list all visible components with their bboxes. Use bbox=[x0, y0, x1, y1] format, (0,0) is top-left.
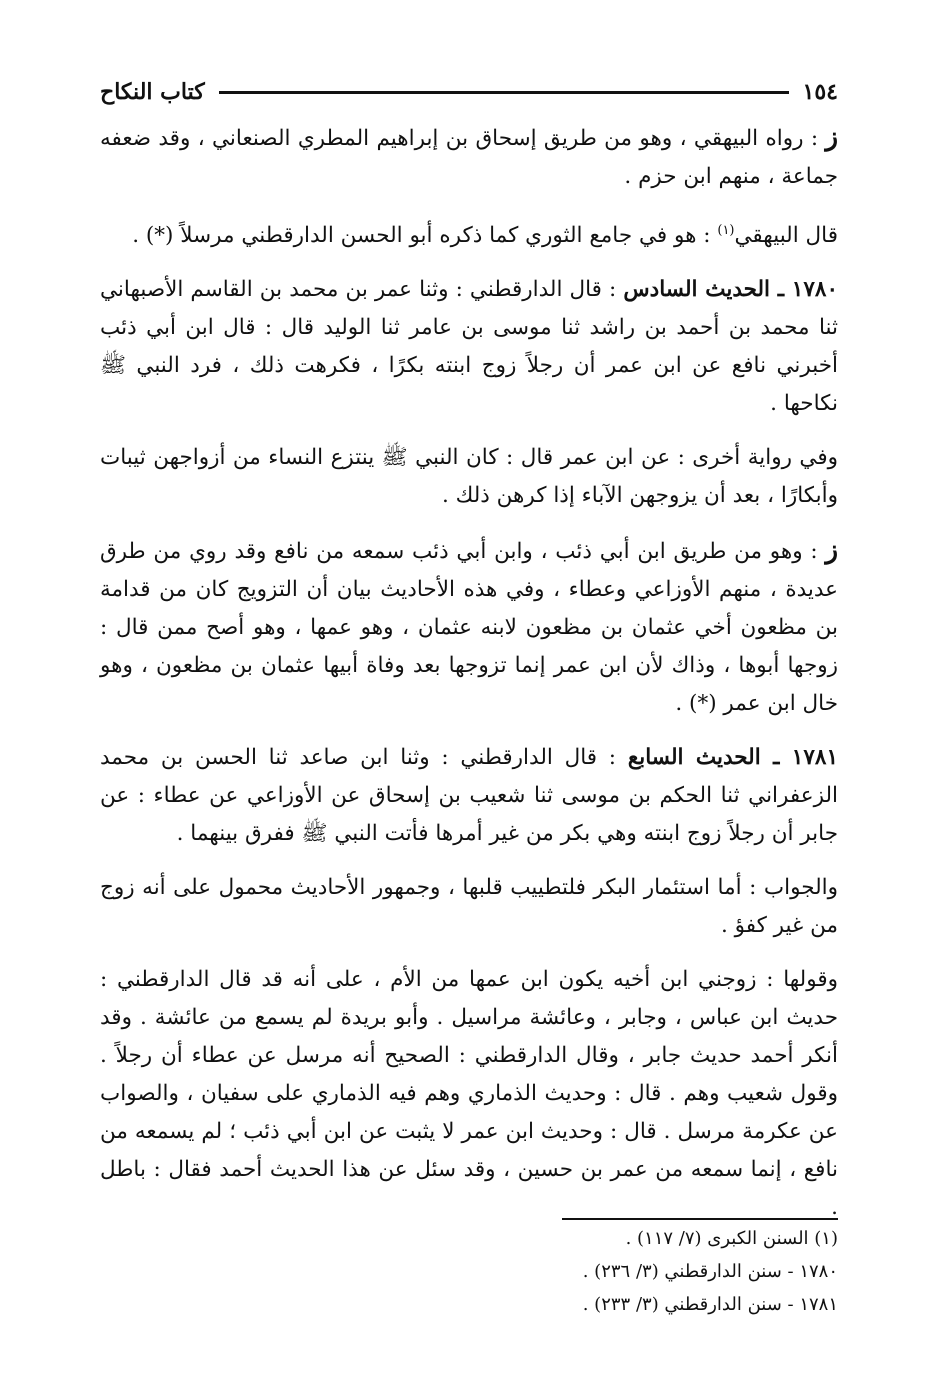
paragraph-discussion bbox=[100, 961, 838, 1227]
paragraph-text: : رواه البيهقي ، وهو من طريق إسحاق بن إبراهيم المطري الصنعاني ، وقد ضعفه جماعة ، منهم ابن حزم . bbox=[100, 126, 838, 189]
commentary-marker: ز bbox=[825, 535, 838, 566]
commentary-marker: ز bbox=[825, 122, 839, 152]
footnote-1780: ١٧٨٠ - سنن الدارقطني (٣/ ٢٣٦) . bbox=[582, 1261, 838, 1282]
book-title: كتاب النكاح bbox=[100, 79, 205, 105]
footnote-1: (١) السنن الكبرى (٧/ ١١٧) . bbox=[625, 1228, 838, 1249]
paragraph-text: : قال الدارقطني : وثنا عمر بن محمد بن القاسم الأصبهاني ثنا محمد بن أحمد بن راشد ثنا موسى بن عامر ثنا الوليد قال : قال ابن أبي ذئب أخبرني نافع عن ابن عمر أن رجلاً زوج ابنته بكرًا ، فكرهت ذلك ، فرد النبي ﷺ نكاحها . bbox=[100, 277, 838, 417]
paragraph-text: وقولها : زوجني ابن أخيه يكون ابن عمها من الأم ، على أنه قد قال الدارقطني : حديث ابن عباس ، وجابر ، وعائشة مراسيل . وأبو بريدة لم يسمع من عائشة . وقد أنكر أحمد حديث جابر ، وقال الدارقطني : الصحيح أنه مرسل عن عطاء أن رجلاً . وقول شعيب وهم . قال : وحديث الذماري وهم فيه الذماري على سفيان ، والصواب عن عكرمة مرسل . قال : وحديث ابن عمر لا يثبت عن ابن أبي ذئب ؛ لم يسمعه من نافع ، إنما سمعه من عمر بن حسين ، وقد سئل عن هذا الحديث أحمد فقال : باطل . bbox=[100, 967, 838, 1221]
paragraph-hadith-1780 bbox=[100, 271, 838, 423]
paragraph-answer bbox=[100, 869, 838, 945]
footnote-rule bbox=[562, 1218, 838, 1220]
page-body bbox=[100, 118, 838, 1227]
page-number: ١٥٤ bbox=[802, 79, 838, 105]
paragraph-text: وفي رواية أخرى : عن ابن عمر قال : كان النبي ﷺ ينتزع النساء من أزواجهن ثيبات وأبكارًا ، بعد أن يزوجهن الآباء إذا كرهن ذلك . bbox=[100, 445, 838, 509]
hadith-heading: ١٧٨٠ ـ الحديث السادس bbox=[623, 277, 838, 303]
paragraph-hadith-1781 bbox=[100, 739, 838, 853]
running-header bbox=[100, 72, 838, 112]
footnote-ref: (١) bbox=[717, 223, 735, 238]
paragraph-text: : وهو من طريق ابن أبي ذئب ، وابن أبي ذئب سمعه من نافع وقد روي من طرق عديدة ، منهم الأوزاعي وعطاء ، وفي هذه الأحاديث بيان أن التزويج كان من قدامة بن مظعون أخي عثمان بن مظعون لابنه عثمان ، وهو عمها ، وهو أصح ممن قال : زوجها أبوها ، وذاك لأن ابن عمر إنما تزوجها بعد وفاة أبيها عثمان بن مظعون ، وهو خال ابن عمر (*) . bbox=[100, 539, 838, 717]
paragraph-text: والجواب : أما استئمار البكر فلتطييب قلبها ، وجمهور الأحاديث محمول على أنه زوج من غير كفؤ . bbox=[100, 875, 838, 939]
paragraph-text: : قال الدارقطني : وثنا ابن صاعد ثنا الحسن بن محمد الزعفراني ثنا الحكم بن موسى ثنا شعيب بن إسحاق عن الأوزاعي عن عطاء : عن جابر أن رجلاً زوج ابنته وهي بكر من غير أمرها فأتت النبي ﷺ ففرق بينهما . bbox=[100, 745, 838, 847]
header-rule bbox=[219, 91, 789, 94]
paragraph-commentary-1 bbox=[100, 118, 838, 196]
paragraph-other-narration bbox=[100, 439, 838, 515]
footnote-1781: ١٧٨١ - سنن الدارقطني (٣/ ٢٣٣) . bbox=[582, 1294, 838, 1315]
paragraph-text: قال البيهقي bbox=[734, 223, 838, 249]
paragraph-bayhaqi bbox=[100, 212, 838, 255]
footnotes bbox=[100, 1222, 838, 1321]
paragraph-text-cont: : هو في جامع الثوري كما ذكره أبو الحسن الدارقطني مرسلاً (*) . bbox=[132, 223, 718, 249]
paragraph-commentary-2 bbox=[100, 531, 838, 723]
hadith-heading: ١٧٨١ ـ الحديث السابع bbox=[627, 745, 838, 771]
